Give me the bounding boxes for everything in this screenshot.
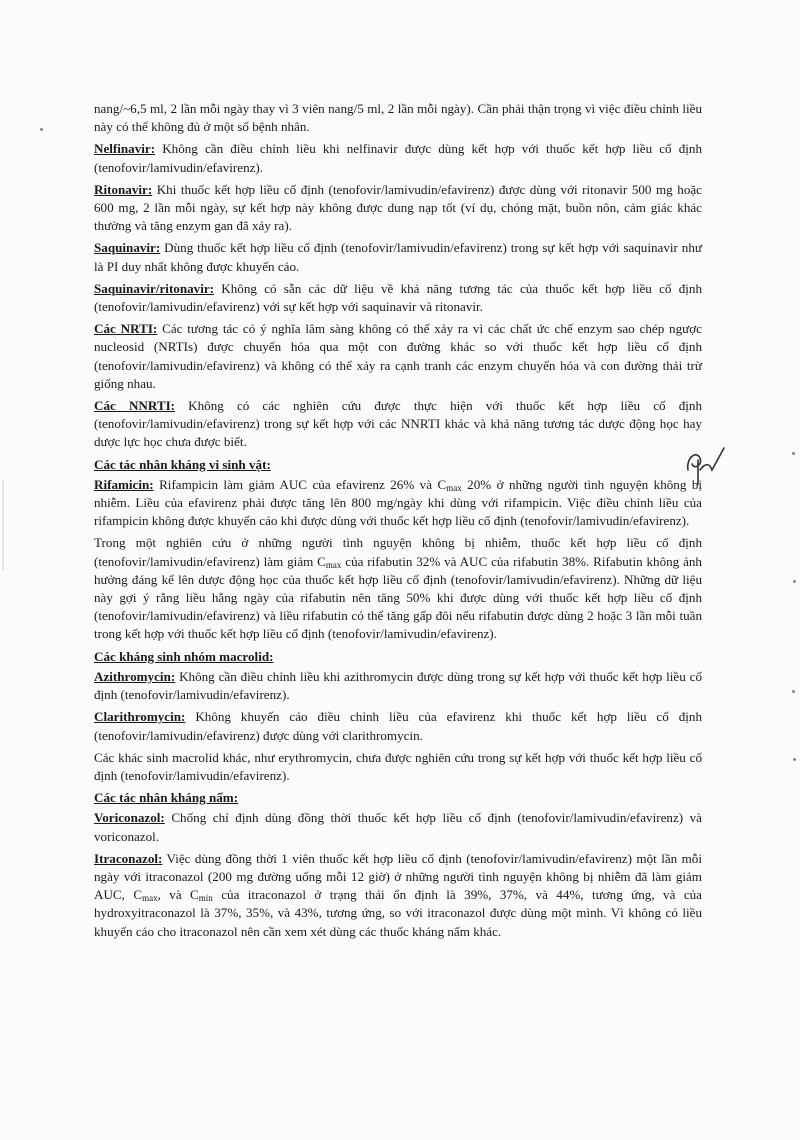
text-rifabutin-1: Trong một nghiên cứu ở những người tình nguyện không bị nhiễm, thuốc kết hợp liều cố định (tenofovir/lamivudin/efavirenz) làm giảm C	[94, 535, 702, 569]
term-itraconazol: Itraconazol:	[94, 850, 163, 866]
term-nrti: Các NRTI:	[94, 321, 158, 337]
text-itraconazol-2: , và C	[157, 887, 199, 903]
scan-speck	[793, 758, 796, 761]
paragraph-nelfinavir	[94, 140, 702, 176]
sub-cmax-rifabutin: max	[325, 559, 342, 570]
paragraph-rifamicin	[94, 476, 702, 531]
text-itraconazol-1: Việc dùng đồng thời 1 viên thuốc kết hợp liều cố định (tenofovir/lamivudin/efavirenz) một lần mỗi ngày với itraconazol (200 mg đường uống mỗi 12 giờ) ở những người tình nguyện không bị nhiễm đã làm giảm AUC, C	[94, 850, 702, 903]
text-saquinavir: Dùng thuốc kết hợp liều cố định (tenofovir/lamivudin/efavirenz) trong sự kết hợp với saquinavir như là PI duy nhất không được khuyến cáo.	[94, 240, 702, 274]
heading-antifungal: Các tác nhân kháng nấm:	[94, 790, 239, 806]
text-nnrti: Không có các nghiên cứu được thực hiện với thuốc kết hợp liều cố định (tenofovir/lamivudin/efavirenz) trong sự kết hợp với các NNRTI khác và khả năng tương tác dược động học hay dược lực học chưa được biết.	[94, 398, 702, 450]
paragraph-clarithromycin	[94, 708, 702, 744]
scan-edge-shadow	[2, 480, 4, 570]
scan-speck	[40, 128, 43, 131]
paragraph-rifabutin	[94, 534, 702, 643]
text-rifabutin-2: của rifabutin 32% và AUC của rifabutin 38%. Rifabutin không ảnh hưởng đáng kể lên dược động học của thuốc kết hợp liều cố định (tenofovir/lamivudin/efavirenz). Những dữ liệu này gợi ý rằng liều hằng ngày của rifabutin nên tăng 50% khi được dùng với thuốc kết hợp liều cố định (tenofovir/lamivudin/efavirenz) và liều rifabutin có thể tăng gấp đôi nếu rifabutin được dùng 2 hoặc 3 lần mỗi tuần trong kết hợp với thuốc kết hợp liều cố định (tenofovir/lamivudin/efavirenz).	[94, 553, 702, 642]
paragraph-azithromycin	[94, 668, 702, 704]
sub-cmax-itraconazol: max	[142, 893, 158, 904]
text-nelfinavir: Không cần điều chỉnh liều khi nelfinavir được dùng kết hợp với thuốc kết hợp liều cố định (tenofovir/lamivudin/efavirenz).	[94, 141, 702, 175]
paragraph-voriconazol	[94, 809, 702, 845]
paragraph-saquinavir	[94, 239, 702, 275]
term-nelfinavir: Nelfinavir:	[94, 141, 156, 157]
paragraph-nrti	[94, 320, 702, 393]
signature-icon	[680, 440, 730, 490]
paragraph-saquinavir-ritonavir	[94, 280, 702, 316]
text-clarithromycin: Không khuyến cáo điều chỉnh liều của efavirenz khi thuốc kết hợp liều cố định (tenofovir/lamivudin/efavirenz) được dùng với clarithromycin.	[94, 709, 702, 743]
text-rifamicin-2: 20% ở những người tình nguyện không bị nhiễm. Liều của efavirenz phải được tăng lên 800 mg/ngày khi dùng với rifampicin. Việc điều chỉnh liều của rifampicin không được khuyến cáo khi được dùng với thuốc kết hợp liều cố định (tenofovir/lamivudin/efavirenz).	[94, 476, 703, 529]
text-saquinavir-ritonavir: Không có sẵn các dữ liệu về khả năng tương tác của thuốc kết hợp liều cố định (tenofovir/lamivudin/efavirenz) với sự kết hợp với saquinavir và ritonavir.	[94, 280, 702, 315]
paragraph-other-macrolid: Các khác sinh macrolid khác, như erythromycin, chưa được nghiên cứu trong sự kết hợp với thuốc kết hợp liều cố định (tenofovir/lamivudin/efavirenz).	[94, 749, 702, 783]
term-rifamicin: Rifamicin:	[94, 476, 154, 492]
paragraph-ritonavir	[94, 181, 702, 236]
term-ritonavir: Ritonavir:	[94, 181, 153, 197]
paragraph-continuation: nang/~6,5 ml, 2 lần mỗi ngày thay vì 3 viên nang/5 ml, 2 lần mỗi ngày). Cần phải thận trọng vì việc điều chỉnh liều này có thể không đủ ở một số bệnh nhân.	[94, 101, 702, 135]
text-nrti: Các tương tác có ý nghĩa lâm sàng không có thể xảy ra vì các chất ức chế enzym sao chép ngược nucleosid (NRTIs) được chuyển hóa qua một con đường khác so với thuốc kết hợp liều cố định (tenofovir/lamivudin/efavirenz) và không có thể xảy ra cạnh tranh các enzym chuyển hóa và con đường thải trừ giống nhau.	[94, 321, 702, 391]
term-clarithromycin: Clarithromycin:	[94, 709, 186, 725]
scan-speck	[792, 690, 795, 693]
text-azithromycin: Không cần điều chỉnh liều khi azithromycin được dùng trong sự kết hợp với thuốc kết hợp liều cố định (tenofovir/lamivudin/efavirenz).	[94, 668, 702, 703]
text-ritonavir: Khi thuốc kết hợp liều cố định (tenofovir/lamivudin/efavirenz) được dùng với ritonavir 500 mg hoặc 600 mg, 2 lần mỗi ngày, sự kết hợp này không được dung nạp tốt (ví dụ, chóng mặt, buồn nôn, cảm giác khác thường và tăng enzym gan đã xảy ra).	[94, 181, 702, 234]
scan-speck	[792, 452, 795, 455]
paragraph-nnrti	[94, 397, 702, 452]
term-saquinavir-ritonavir: Saquinavir/ritonavir:	[94, 280, 215, 296]
text-rifamicin-1: Rifampicin làm giảm AUC của efavirenz 26% và C	[153, 476, 447, 492]
text-itraconazol-3: của itraconazol ở trạng thái ổn định là 39%, 37%, và 44%, tương ứng, và của hydroxyitraconazol là 37%, 35%, và 43%, tương ứng, so với itraconazol được dùng một mình. Vì không có liều khuyến cáo cho itraconazol nên cần xem xét dùng các thuốc kháng nấm khác.	[94, 887, 702, 939]
term-nnrti: Các NNRTI:	[94, 398, 176, 414]
heading-macrolid: Các kháng sinh nhóm macrolid:	[94, 648, 274, 664]
paragraph-itraconazol	[94, 850, 702, 941]
text-voriconazol: Chống chỉ định dùng đồng thời thuốc kết hợp liều cố định (tenofovir/lamivudin/efavirenz) và voriconazol.	[94, 810, 702, 844]
term-voriconazol: Voriconazol:	[94, 810, 165, 826]
sub-cmax-rifamicin: max	[446, 482, 462, 493]
heading-antimicrobial: Các tác nhân kháng vi sinh vật:	[94, 456, 271, 472]
sub-cmin-itraconazol: min	[198, 893, 213, 904]
term-azithromycin: Azithromycin:	[94, 668, 176, 684]
document-body	[94, 100, 702, 945]
term-saquinavir: Saquinavir:	[94, 240, 161, 256]
scan-speck	[793, 580, 796, 583]
